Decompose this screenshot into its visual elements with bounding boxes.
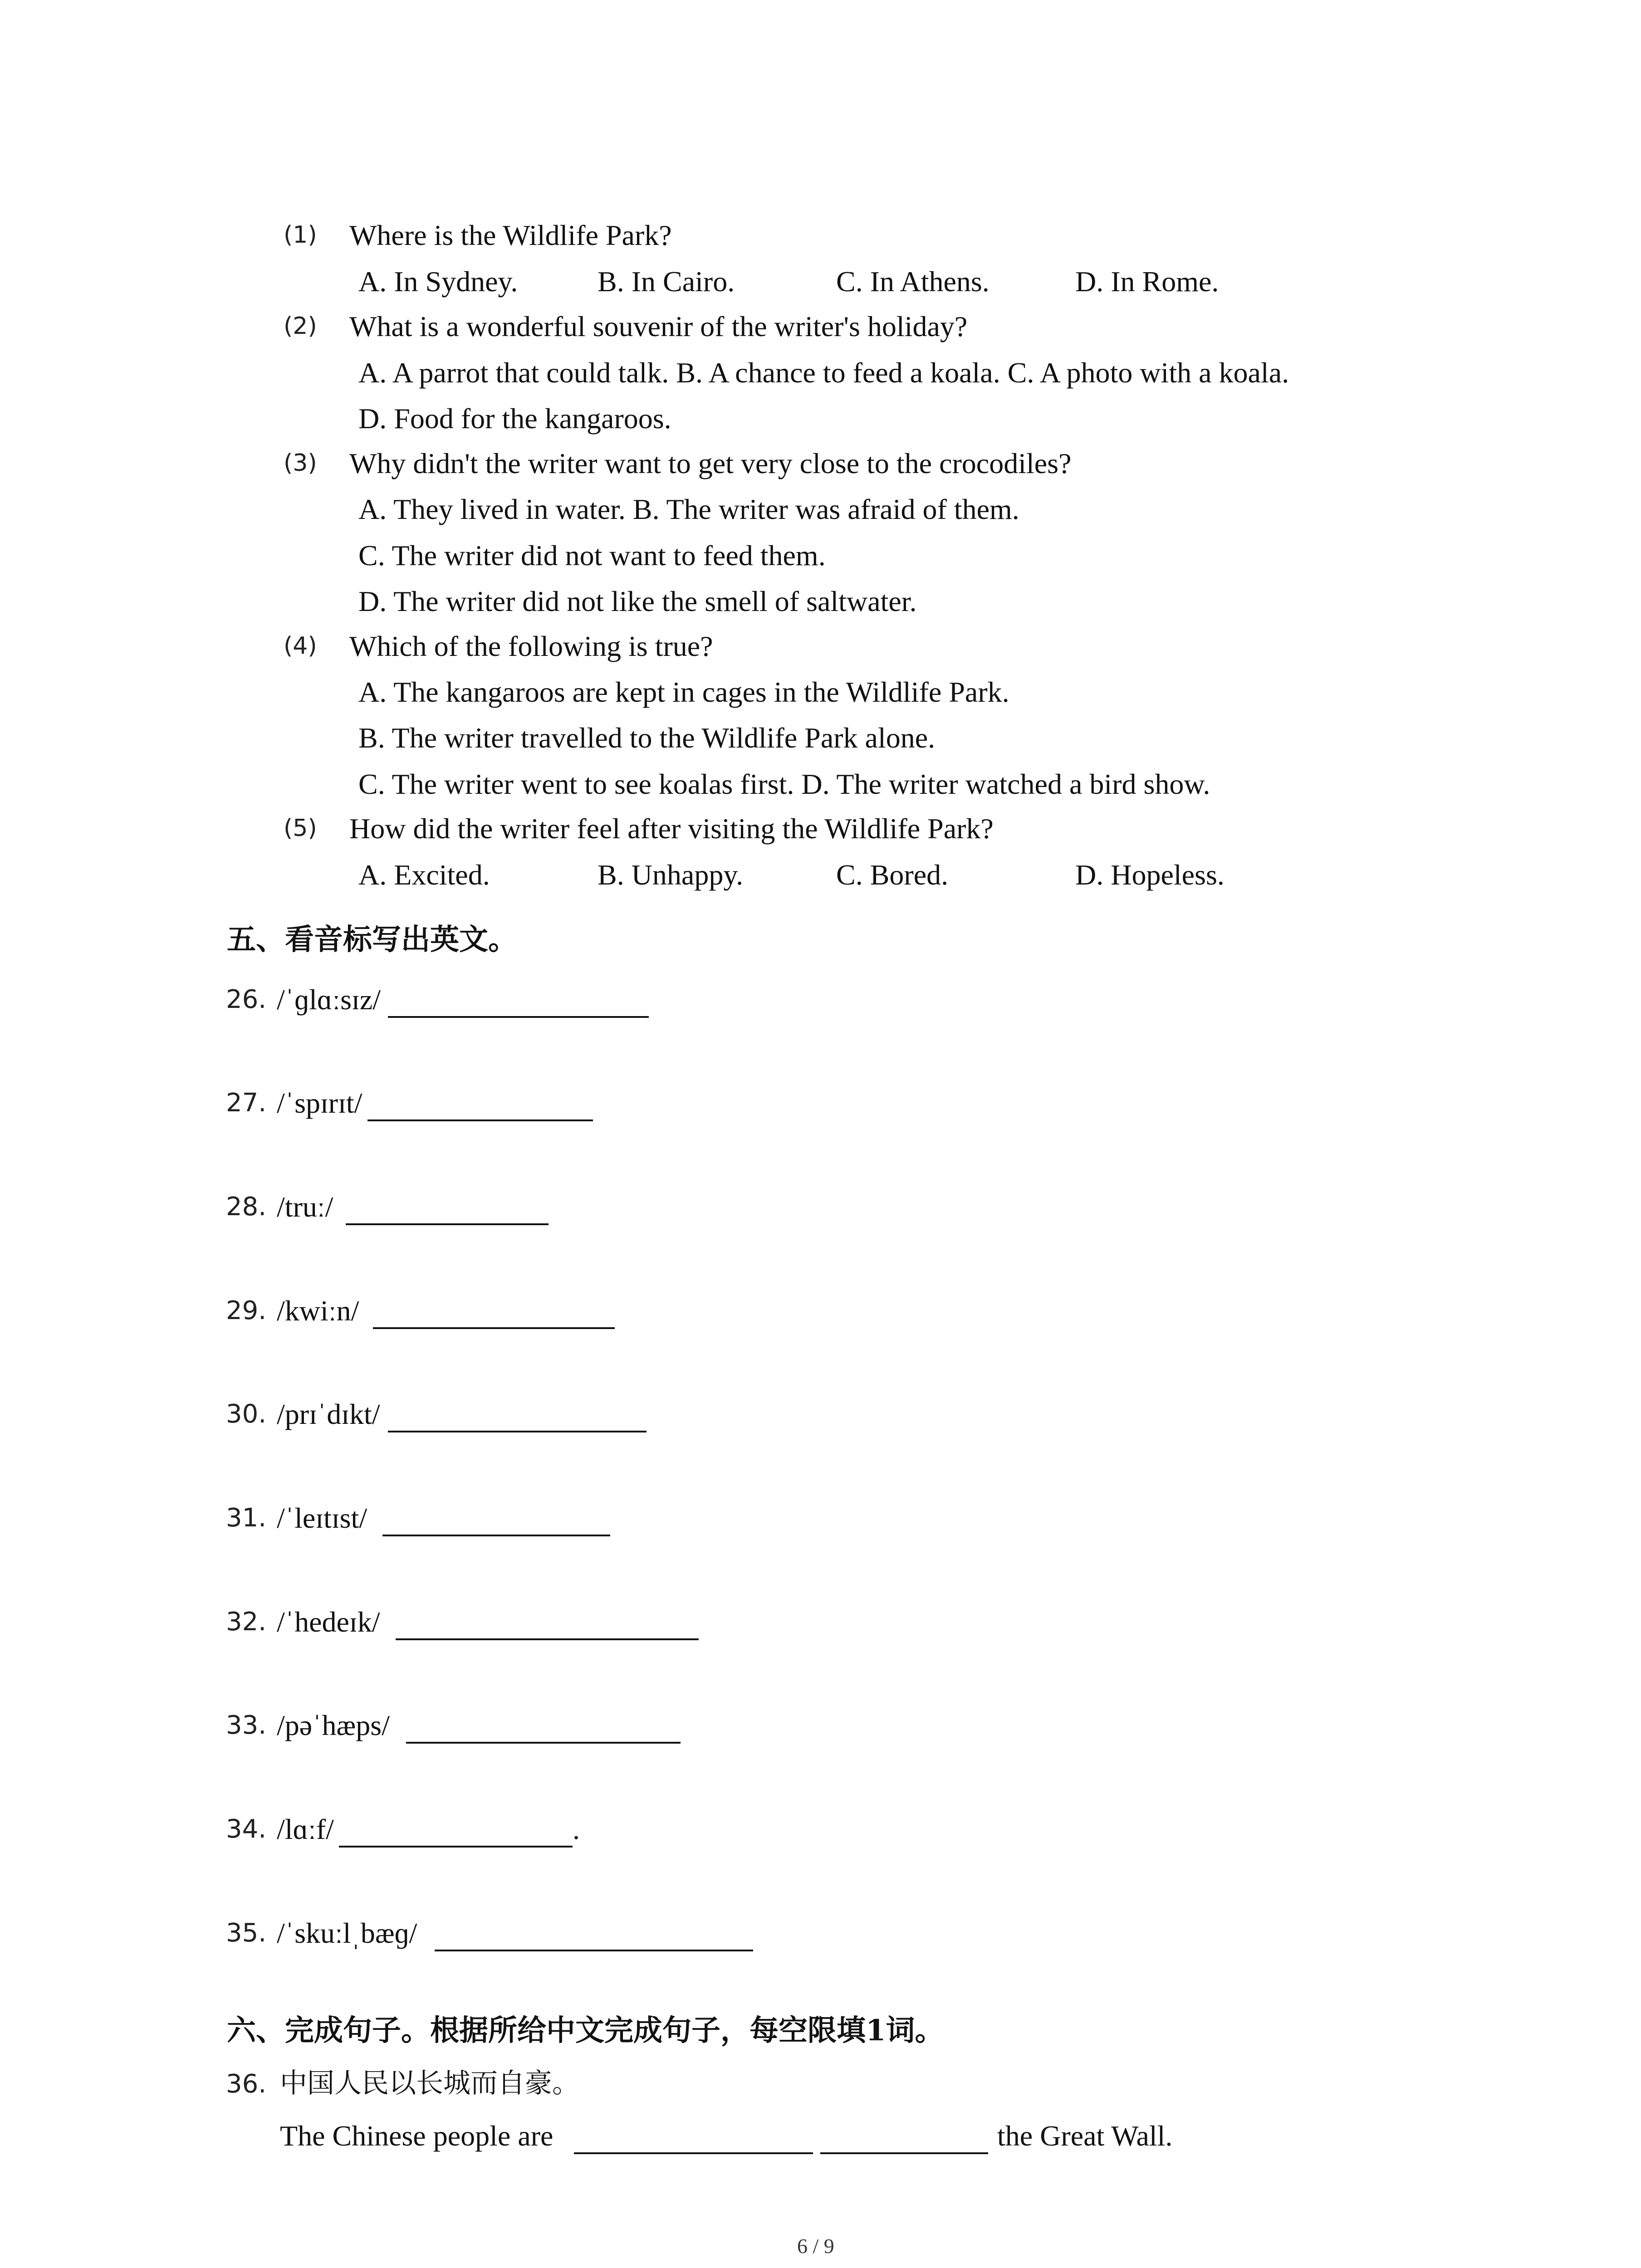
option-b: B. In Cairo. xyxy=(598,265,735,298)
page-number: 6 / 9 xyxy=(797,2234,834,2258)
answer-blank[interactable] xyxy=(367,1119,593,1121)
options-line-1: A. A parrot that could talk. B. A chance to feed a koala. C. A photo with a koala. xyxy=(358,357,1289,389)
question-number: (3) xyxy=(284,450,317,477)
question-text: Why didn't the writer want to get very close to the crocodiles? xyxy=(349,447,1072,479)
phonetic-text: /truː/ xyxy=(277,1191,333,1223)
item-number: 30. xyxy=(226,1399,267,1429)
item-number: 32. xyxy=(226,1607,267,1637)
answer-blank[interactable] xyxy=(435,1950,753,1951)
item-number: 35. xyxy=(226,1918,267,1948)
question-text: How did the writer feel after visiting the Wildlife Park? xyxy=(349,812,994,845)
phonetic-text: /pəˈhæps/ xyxy=(277,1709,390,1741)
item-number: 26. xyxy=(226,985,267,1014)
answer-blank[interactable] xyxy=(382,1535,610,1536)
answer-blank[interactable] xyxy=(339,1846,573,1848)
answer-blank[interactable] xyxy=(346,1223,549,1225)
options-line-2: C. The writer did not want to feed them. xyxy=(358,539,826,572)
item-number: 29. xyxy=(226,1296,267,1325)
options-line-3: C. The writer went to see koalas first. D. The writer watched a bird show. xyxy=(358,768,1210,800)
options-line-2: D. Food for the kangaroos. xyxy=(358,402,671,435)
question-text: Where is the Wildlife Park? xyxy=(349,219,672,251)
phonetic-text: /kwiːn/ xyxy=(277,1295,359,1327)
option-a: A. Excited. xyxy=(358,859,490,891)
answer-blank-2[interactable] xyxy=(820,2152,988,2154)
question-number: (5) xyxy=(284,815,317,842)
option-c: C. Bored. xyxy=(836,859,949,891)
sentence-prefix: The Chinese people are xyxy=(280,2120,554,2152)
section-heading: 六、完成句子。根据所给中文完成句子，每空限填1词。 xyxy=(227,2014,944,2048)
answer-blank-1[interactable] xyxy=(574,2152,813,2154)
question-number: (4) xyxy=(284,632,317,660)
answer-blank[interactable] xyxy=(388,1431,647,1432)
options-line-1: A. The kangaroos are kept in cages in the Wildlife Park. xyxy=(358,676,1009,708)
phonetic-text: /ˈɡlɑːsɪz/ xyxy=(277,983,381,1016)
chinese-sentence: 中国人民以长城而自豪。 xyxy=(280,2068,579,2099)
question-text: What is a wonderful souvenir of the writer's holiday? xyxy=(349,310,968,342)
period: . xyxy=(573,1813,580,1845)
section-heading: 五、看音标写出英文。 xyxy=(227,923,517,957)
phonetic-text: /prɪˈdɪkt/ xyxy=(277,1398,380,1430)
phonetic-text: /lɑːf/ xyxy=(277,1813,334,1845)
answer-blank[interactable] xyxy=(396,1638,699,1640)
item-number: 33. xyxy=(226,1711,267,1740)
phonetic-text: /ˈskuːlˌbæɡ/ xyxy=(277,1917,417,1949)
item-number: 28. xyxy=(226,1192,267,1222)
answer-blank[interactable] xyxy=(388,1016,649,1018)
phonetic-text: /ˈspɪrɪt/ xyxy=(277,1087,362,1119)
options-line-2: B. The writer travelled to the Wildlife Park alone. xyxy=(358,722,936,754)
option-d: D. In Rome. xyxy=(1075,265,1219,298)
answer-blank[interactable] xyxy=(373,1327,615,1329)
item-number: 27. xyxy=(226,1088,267,1118)
option-b: B. Unhappy. xyxy=(598,859,744,891)
option-c: C. In Athens. xyxy=(836,265,989,298)
phonetic-text: /ˈleɪtɪst/ xyxy=(277,1502,367,1534)
phonetic-text: /ˈhedeɪk/ xyxy=(277,1606,380,1638)
item-number: 34. xyxy=(226,1814,267,1844)
answer-blank[interactable] xyxy=(406,1742,681,1744)
sentence-suffix: the Great Wall. xyxy=(997,2120,1173,2152)
item-number: 31. xyxy=(226,1503,267,1533)
options-line-1: A. They lived in water. B. The writer was afraid of them. xyxy=(358,493,1019,525)
question-number: (2) xyxy=(284,313,317,340)
options-line-3: D. The writer did not like the smell of saltwater. xyxy=(358,585,917,617)
option-d: D. Hopeless. xyxy=(1075,859,1225,891)
item-number: 36. xyxy=(226,2069,267,2099)
question-number: (1) xyxy=(284,221,317,249)
option-a: A. In Sydney. xyxy=(358,265,518,298)
question-text: Which of the following is true? xyxy=(349,630,713,662)
